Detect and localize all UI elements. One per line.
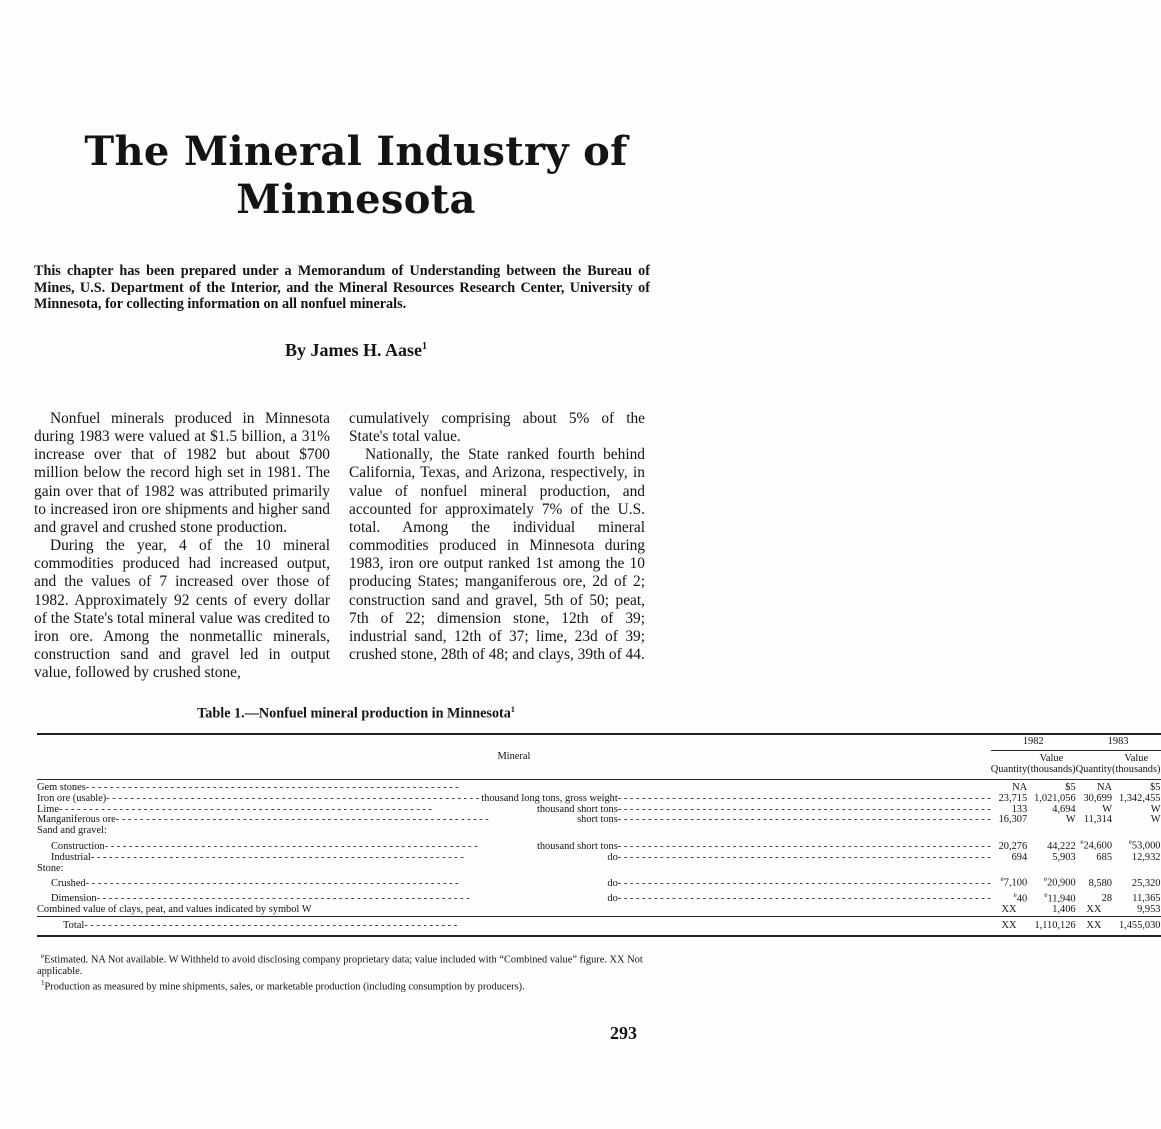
table-row: Manganiferous ore - - - short tons - - - 16,307 W 11,314 W: [37, 815, 1161, 826]
table-row: Industrial - - - do - - - 694 5,903 685 12,932: [37, 853, 1161, 864]
table-row: Construction - - - thousand short tons - - - 20,276 44,222 $^e$24,600 $^e$53,000: [37, 837, 1161, 852]
paragraph: During the year, 4 of the 10 mineral commodities produced had increased output, and the values of 7 increased over those of 1982. Approximately 92 cents of every dollar of the State's total mineral value was credited to iron ore. Among the nonmetallic minerals, construction sand and gravel led in output value, followed by crushed stone,: [34, 537, 330, 682]
table-caption: [0, 705, 712, 723]
column-header-quantity: Quantity: [991, 750, 1027, 779]
column-header-quantity: Quantity: [1076, 750, 1112, 779]
table-row: Combined value of clays, peat, and values indicated by symbol W XX 1,406 XX 9,953: [37, 904, 1161, 916]
title-line-1: The Mineral Industry of: [84, 128, 628, 175]
table-row-group: Stone:: [37, 862, 64, 874]
paragraph: Nationally, the State ranked fourth behind California, Texas, and Arizona, respectively, in value of nonfuel mineral production, and accounted for approximately 7% of the U.S. total. Among the individual mineral commodities produced in Minnesota during 1983, iron ore output ranked 1st among the 10 producing States; manganiferous ore, 2d of 2; construction sand and gravel, 5th of 50; peat, 7th of 22; dimension stone, 12th of 39; industrial sand, 12th of 37; lime, 23d of 39; crushed stone, 28th of 48; and clays, 39th of 44.: [349, 446, 645, 664]
page-number: 293: [610, 1023, 637, 1043]
table-row: Lime - - - thousand short tons - - - 133 4,694 W W: [37, 805, 1161, 816]
column-header-year-1982: 1982: [991, 734, 1076, 750]
column-header-year-1983: 1983: [1076, 734, 1161, 750]
table-row: Iron ore (usable) - - - thousand long tons, gross weight - - - 23,715 1,021,056 30,699 1,342,455: [37, 794, 1161, 805]
body-column-right: [349, 410, 645, 664]
table-caption-mark: 1: [510, 705, 515, 714]
footnote-estimated: $^e$Estimated. NA Not available. W Withheld to avoid disclosing company proprietary data; value included with “Combined value” figure. XX Not applicable.: [37, 952, 643, 977]
table-caption-text: Table 1.—Nonfuel mineral production in Minnesota: [197, 705, 511, 722]
table-row: Crushed - - - do - - - $^e$7,100 $^e$20,900 8,580 25,320: [37, 874, 1161, 889]
column-header-value: Value (thousands): [1027, 750, 1075, 779]
table-row: Gem stones - - - NA $5 NA $5: [37, 779, 1161, 793]
paragraph: cumulatively comprising about 5% of the State's total value.: [349, 410, 645, 446]
paragraph: Nonfuel minerals produced in Minnesota during 1983 were valued at $1.5 billion, a 31% increase over that of 1982 but about $700 million below the record high set in 1981. The gain over that of 1982 was attributed primarily to increased iron ore shipments and higher sand and gravel and crushed stone production.: [34, 410, 330, 536]
intro-note: This chapter has been prepared under a Memorandum of Understanding between the Bureau of Mines, U.S. Department of the Interior, and the Mineral Resources Research Center, University of Minnesota, for collecting information on all nonfuel minerals.: [34, 263, 650, 312]
footnote-production: $^1$Production as measured by mine shipments, sales, or marketable production (including consumption by producers).: [41, 979, 525, 993]
table-row-total: Total - - - XX 1,110,126 XX 1,455,030: [37, 917, 1161, 936]
production-table: [37, 733, 1161, 937]
page-title: [0, 128, 712, 224]
title-line-2: Minnesota: [236, 176, 476, 223]
body-column-left: [34, 410, 330, 682]
table-footnotes: [37, 951, 651, 993]
author-byline: [0, 340, 712, 361]
author-name: By James H. Aase: [285, 340, 422, 360]
column-header-value: Value (thousands): [1112, 750, 1160, 779]
table-row-group: Sand and gravel:: [37, 825, 107, 837]
author-footnote-mark: 1: [422, 341, 427, 352]
column-header-mineral: Mineral: [37, 734, 991, 779]
table-row: Dimension - - - do - - - $^e$40 $^e$11,940 28 11,365: [37, 890, 1161, 905]
